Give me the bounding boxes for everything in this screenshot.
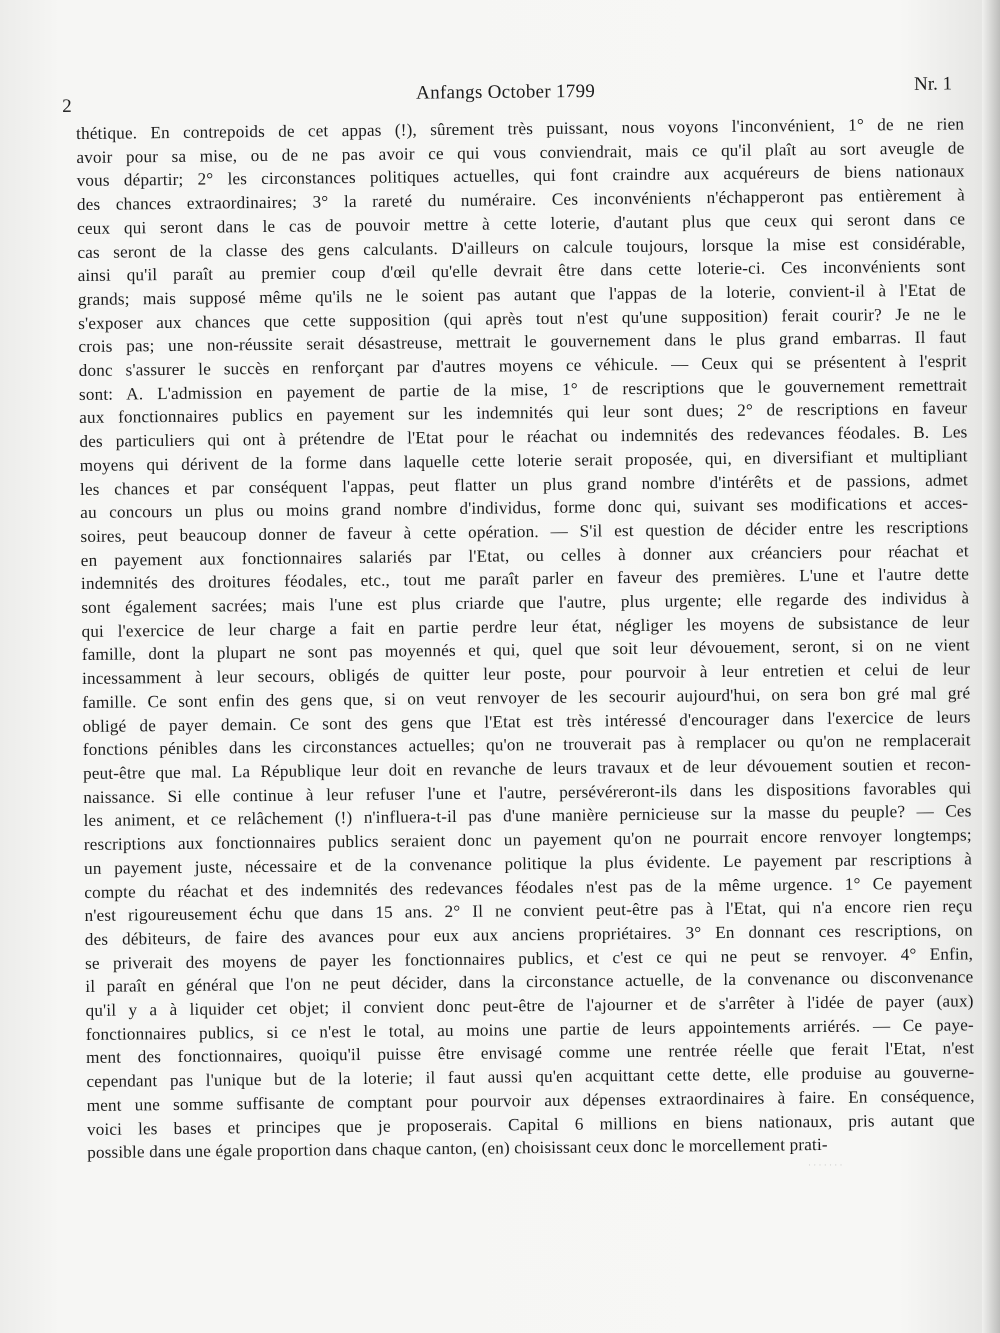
text-line: ainsi qu'il paraît au premier coup d'œil qu'elle devrait être dans cette loterie-ci. Ces inconvénients sont [77,256,966,286]
text-line: famille, dont la plupart ne sont pas moyennés et qui, quel que soit leur dévouement, seront, si on ne vient [81,635,970,665]
text-line: voici les bases et principes que je proposerais. Capital 6 millions en biens nationaux, pris autant que [86,1109,975,1139]
text-line: en payement aux fonctionnaires salariés par l'Etat, ou celles à donner aux créanciers pour réachat et [80,541,969,570]
text-line: qui l'exercice de leur charge a fait en partie perdre leur état, négliger les moyens de subsistance de leur [81,612,970,641]
text-line: compte du réachat et des indemnités des redevances féodales n'est pas de la même urgence. 1° Ce payement [84,872,973,902]
text-line: il paraît en général que l'on ne peut décider, dans la circonstance actuelle, de la convenance ou disconvenance [85,967,974,997]
text-line: s'exposer aux chances que cette supposition (qui après tout n'est qu'une supposition) ferait courir? Je ne le [78,304,967,333]
text-line: ceux qui seront dans le cas de pouvoir mettre à cette loterie, d'autant plus que ceux qui seront dans ce [77,209,966,238]
text-line: avoir pour sa mise, ou de ne pas avoir ce qui vous conviendrait, mais ce qu'il plaît au sort aveugle de [76,138,965,167]
running-title: Anfangs October 1799 [416,80,596,104]
text-line: sont également sacrées; mais l'une est plus criarde que l'autre, plus urgente; elle regarde des individus à [81,588,970,618]
text-line: donc s'assurer le succès en renforçant par d'autres moyens ce véhicule. — Ceux qui se présentent à l'esprit [78,351,967,381]
text-line: se priverait des moyens de payer les fonctionnaires publics, et c'est ce qui ne peut se renvoyer. 4° Enfin, [84,943,974,973]
issue-number: Nr. 1 [913,73,953,95]
text-line: aux fonctionnaires publics en payement sur les indemnités qui leur sont dues; 2° de rescriptions en faveur [79,398,968,428]
text-line: les chances et par conséquent l'appas, peut flatter un plus grand nombre d'intérêts et de passions, admet [79,469,969,499]
text-line: famille. Ce sont enfin des gens que, si on veut renvoyer de les secourir aujourd'hui, on sera bon gré mal gré [82,683,971,712]
text-line: cependant pas l'unique but de la loterie; il faut aussi qu'en acquittant cette dette, elle produise au gouverne- [86,1062,975,1092]
text-line: sont: A. L'admission en payement de partie de la mise, 1° de rescriptions que le gouvernement remettrait [78,375,967,404]
text-line: les animent, et ce relâchement (!) n'influera-t-il pas d'une manière pernicieuse sur la masse du peuple? — Ces [83,801,972,831]
text-line: des particuliers qui ont à prétendre de l'Etat pour le réachat ou indemnités des redevances féodales. B. Les [79,422,968,452]
text-line: qu'il y a à liquider cet objet; il convient donc peut-être de l'ajourner et de s'arrêter à l'idée de payer (aux) [85,991,974,1020]
text-line: fonctionnaires publics, si ce n'est le total, au moins une partie de leurs appointements arriérés. — Ce paye- [85,1015,974,1044]
body-text [76,112,975,1164]
page-number: 2 [62,95,72,117]
text-line: rescriptions aux fonctionnaires publics seraient donc un payement qu'on ne pourrait encore renvoyer longtemps; [83,825,972,855]
text-line: possible dans une égale proportion dans chaque canton, (en) choisissant ceux donc le morcellement prati- [87,1135,828,1163]
text-line: ment une somme suffisante de comptant pour pourvoir aux dépenses extraordinaires à faire. En conséquence, [86,1086,975,1115]
text-line: des débiteurs, de faire des avances pour eux aux anciens propriétaires. 3° En donnant ces rescriptions, on [84,920,973,949]
bleed-through-mark: · · · · · · · [808,1160,843,1170]
text-line: incessamment à leur secours, obligés de quitter leur poste, pour pourvoir à leur entretien et celui de leur [81,659,971,689]
page-edge-shadow [982,0,1000,1333]
text-line: vous départir; 2° les circonstances politiques actuelles, qui font craindre aux acquéreurs de biens nationaux [76,161,965,191]
page-header [62,73,953,117]
text-line: n'est rigoureusement échu que dans 15 ans. 2° Il ne convient peut-être pas à l'Etat, qui n'a encore rien reçu [84,896,973,926]
text-line: moyens qui dérivent de la forme dans laquelle cette loterie serait proposée, qui, en diversifiant et multipliant [79,446,968,475]
text-line: thétique. En contrepoids de cet appas (!), sûrement très puissant, nous voyons l'inconvénient, 1° de ne rien [76,114,965,143]
text-line: soires, peut beaucoup donner de faveur à cette opération. — S'il est question de décider entre les rescriptions [80,517,969,546]
text-line: ment des fonctionnaires, quoiqu'il puisse être envisagé comme une rentrée réelle que ferait l'Etat, n'est [86,1038,975,1068]
text-line: des chances extraordinaires; 3° la rareté du numéraire. Ces inconvénients n'échapperont pas entièrement à [76,185,965,215]
text-line: obligé de payer demain. Ce sont des gens que l'Etat est très intéressé d'encourager dans l'exercice de leurs [82,706,971,736]
text-line: crois pas; une non-réussite serait désastreuse, mettrait le gouvernement dans le plus grand embarras. Il faut [78,327,967,357]
text-line: peut-être que mal. La République leur doit en revanche de leurs travaux et de leur dévouement soutien et recon- [82,754,972,783]
text-line: naissance. Si elle continue à leur refuser l'une et l'autre, persévéreront-ils dans les dispositions favorables qui [83,778,972,807]
text-line: un payement juste, nécessaire et de la convenance politique la plus évidente. Le payement par rescriptions à [83,849,973,878]
text-line: cas seront de la classe des gens calculants. D'ailleurs on calcule toujours, lorsque la mise est considérable, [77,232,966,262]
text-line: grands; mais supposé même qu'ils ne le soient pas autant que l'appas de la loterie, convient-il à l'Etat de [77,280,966,309]
text-line: indemnités des droitures féodales, etc., tout me paraît parler en faveur des premières. L'une et l'autre dette [80,564,970,594]
text-line: au concours un plus ou moins grand nombre d'individus, forme donc qui, suivant ses modifications et acces- [80,493,969,523]
text-line: fonctions pénibles dans les circonstances actuelles; qu'on ne trouverait pas à remplacer ou qu'on ne remplacerait [82,730,971,760]
